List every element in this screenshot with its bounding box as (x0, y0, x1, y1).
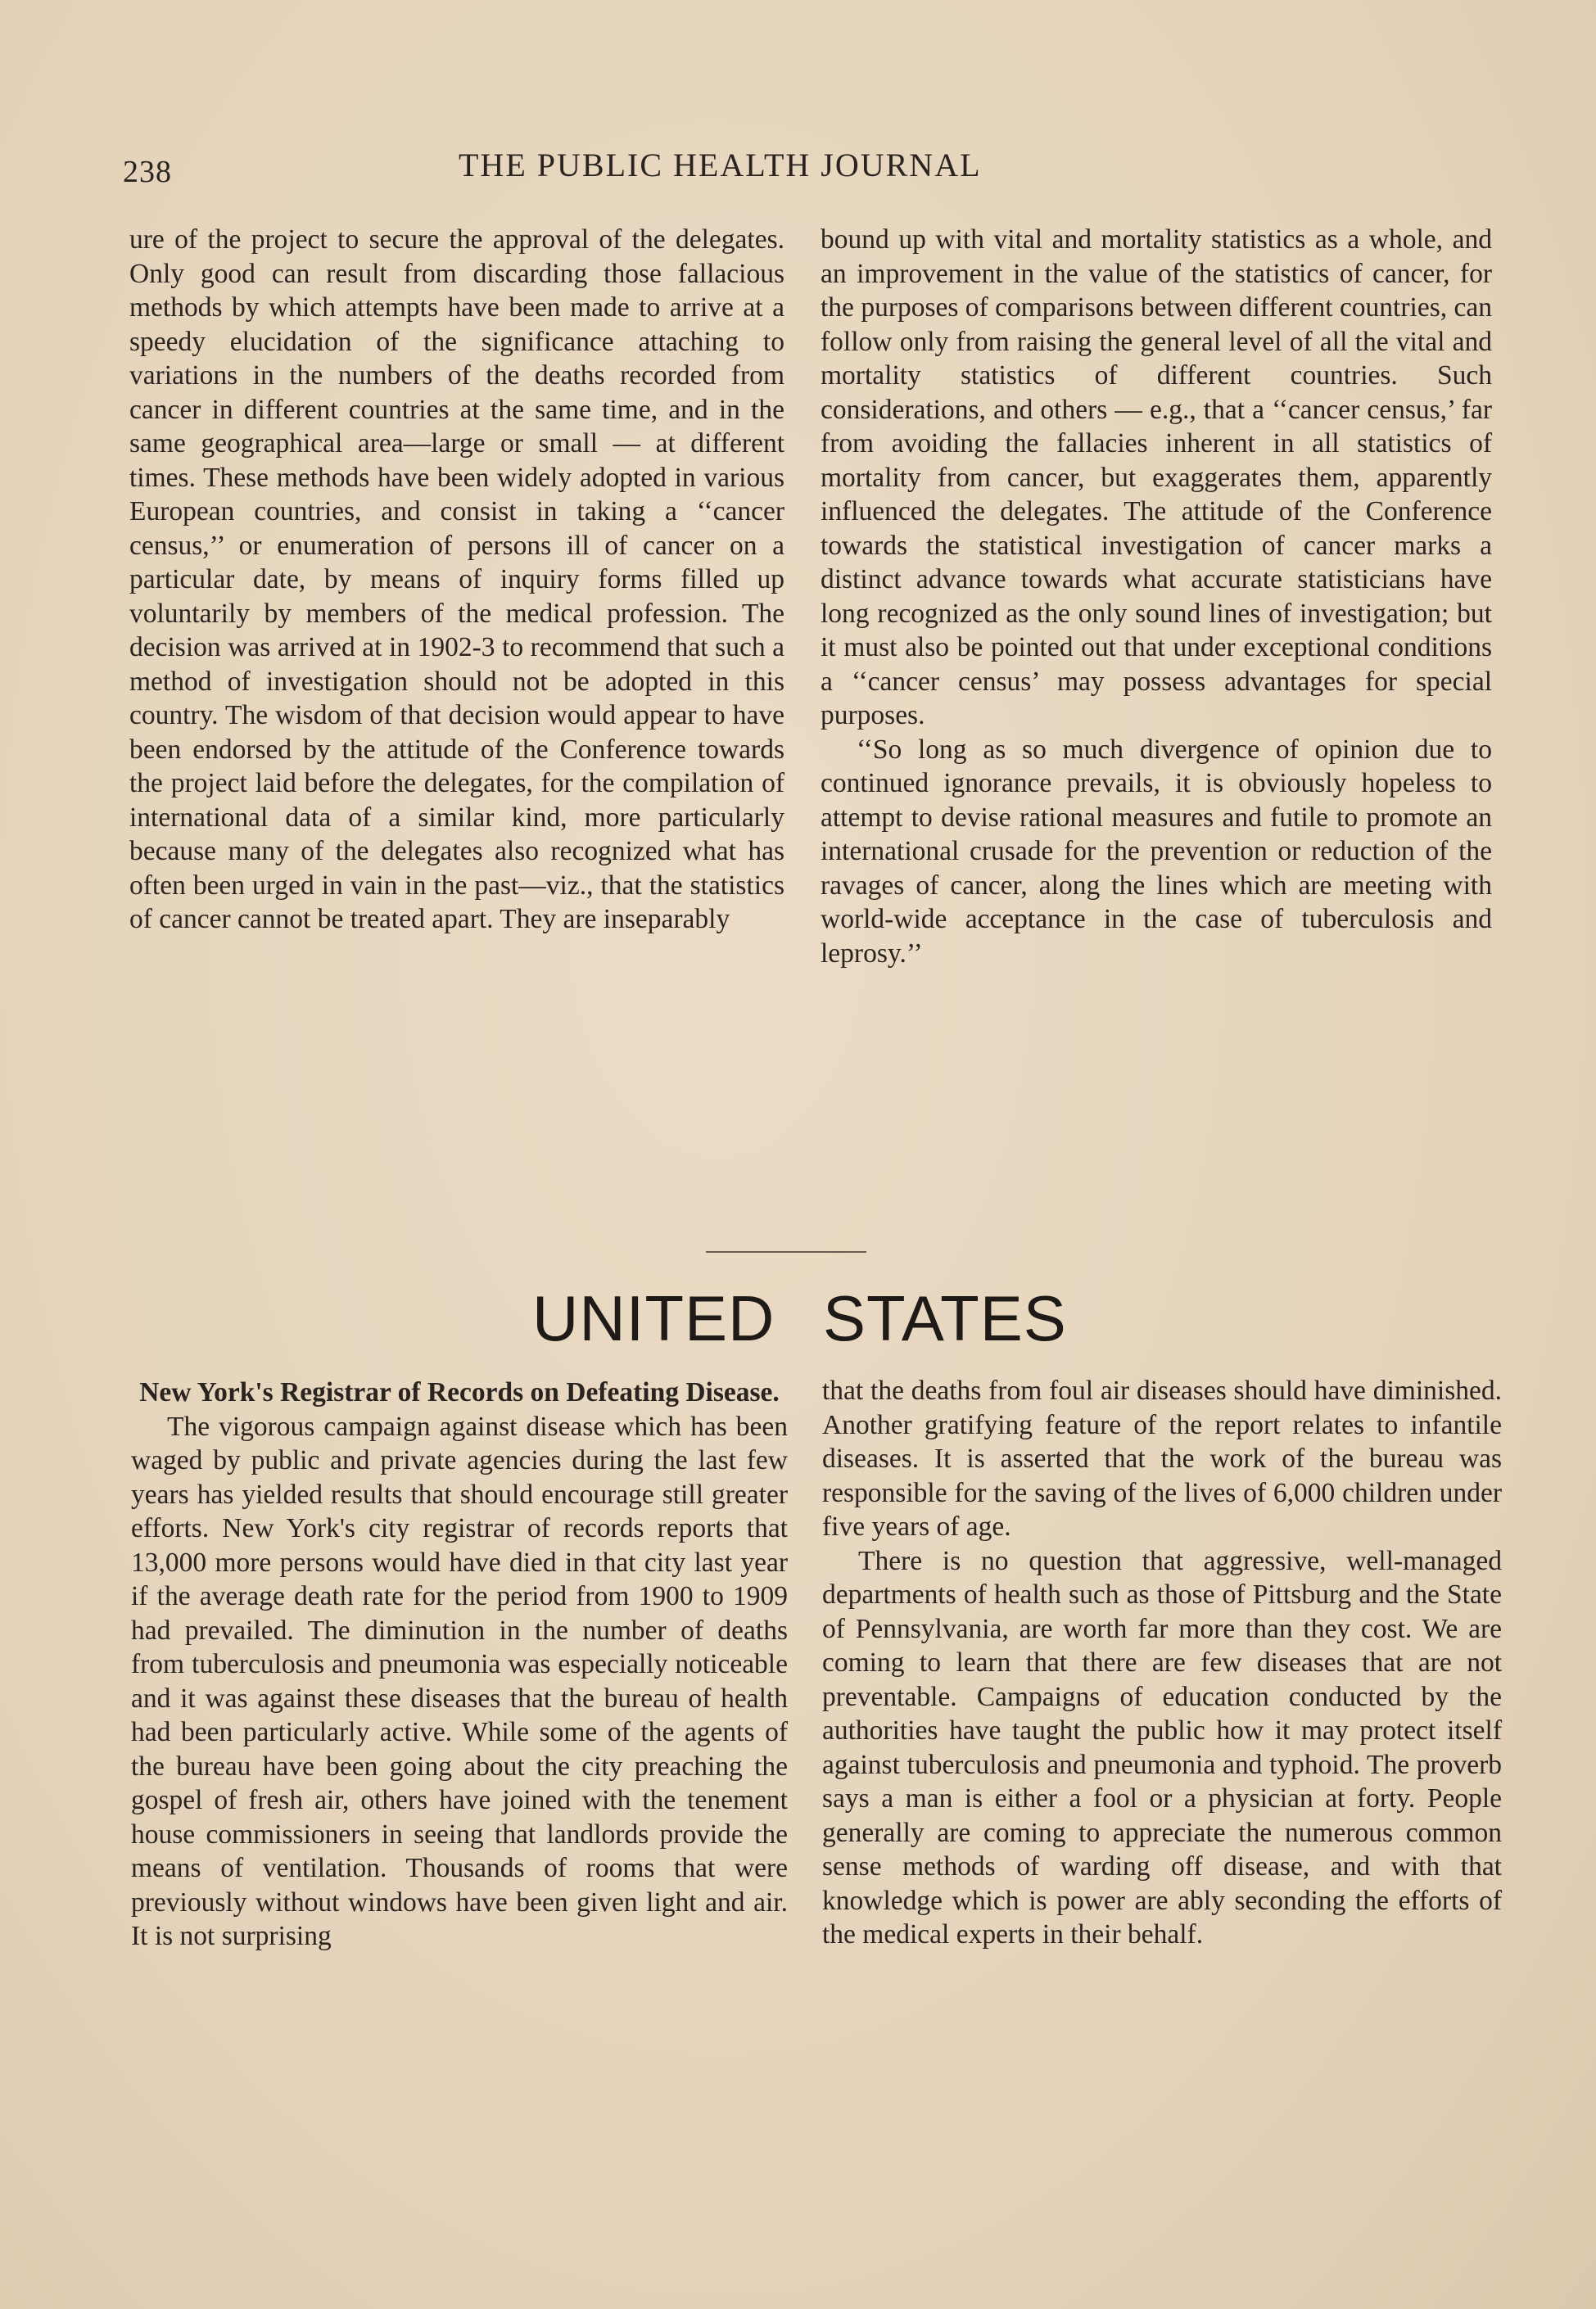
section-divider (706, 1251, 866, 1253)
paragraph: There is no question that aggressive, well-managed departments of health such as those of Pittsburg and the State of Pennsylvania, are worth far more than they cost. We are coming to learn that there are few diseases that are not preventable. Campaigns of education conducted by the authorities have taught the public how it may protect itself against tuberculosis and pneumonia and typhoid. The proverb says a man is either a fool or a physician at forty. People generally are coming to appreciate the numerous common sense methods of warding off disease, and with that knowledge which is power are ably seconding the efforts of the medical experts in their behalf. (822, 1545, 1502, 1950)
bottom-left-column (131, 1376, 788, 1954)
paragraph: ure of the project to secure the approval of the delegates. Only good can result from discarding those fallacious methods by which attempts have been made to arrive at a speedy elucidation of the significance attaching to variations in the numbers of the deaths recorded from cancer in different countries at the same time, and in the same geographical area—large or small — at different times. These methods have been widely adopted in various European countries, and consist in taking a ‘‘cancer census,’’ or enumeration of persons ill of cancer on a particular date, by means of inquiry forms filled up voluntarily by members of the medical profession. The decision was arrived at in 1902-3 to recommend that such a method of investigation should not be adopted in this country. The wisdom of that decision would appear to have been endorsed by the attitude of the Conference towards the project laid before the delegates, for the compilation of international data of a similar kind, more particularly because many of the delegates also recognized what has often been urged in vain in the past—viz., that the statistics of cancer cannot be treated apart. They are inseparably (129, 224, 784, 934)
running-head: THE PUBLIC HEALTH JOURNAL (459, 147, 982, 183)
paragraph: The vigorous campaign against disease which has been waged by public and private agencies during the last few years has yielded results that should encourage still greater efforts. New York's city registrar of records reports that 13,000 more persons would have died in that city last year if the average death rate for the period from 1900 to 1909 had prevailed. The diminution in the number of deaths from tuberculosis and pneumonia was especially noticeable and it was against these diseases that the bureau of health had been particularly active. While some of the agents of the bureau have been going about the city preaching the gospel of fresh air, others have joined with the tenement house commissioners in seeing that landlords provide the means of ventilation. Thousands of rooms that were previously without windows have been given light and air. It is not surprising (131, 1411, 788, 1951)
paragraph: bound up with vital and mortality statistics as a whole, and an improvement in the value of the statistics of cancer, for the purposes of comparisons between different countries, can follow only from raising the general level of all the vital and mortality statistics of different countries. Such considerations, and others — e.g., that a ‘‘cancer census,’ far from avoiding the fallacies inherent in all statistics of mortality from cancer, but exaggerates them, apparently influenced the delegates. The attitude of the Conference towards the statistical investigation of cancer marks a distinct advance towards what accurate statisticians have long recognized as the only sound lines of investigation; but it must also be pointed out that under exceptional conditions a ‘‘cancer census’ may possess advantages for special purposes. (821, 224, 1492, 730)
article-title: New York's Registrar of Records on Defeating Disease. (139, 1377, 780, 1408)
paragraph: that the deaths from foul air diseases should have diminished. Another gratifying feature of the report relates to infantile diseases. It is asserted that the work of the bureau was responsible for the saving of the lives of 6,000 children under five years of age. (822, 1376, 1502, 1542)
top-left-column (129, 223, 784, 937)
top-right-column (821, 223, 1492, 970)
bottom-right-column (822, 1374, 1502, 1952)
page-number: 238 (123, 155, 172, 189)
paragraph: ‘‘So long as so much divergence of opinion due to continued ignorance prevails, it is obviously hopeless to attempt to devise rational measures and futile to promote an international crusade for the prevention or reduction of the ravages of cancer, along the lines which are meeting with world-wide acceptance in the case of tuberculosis and leprosy.’’ (821, 734, 1492, 969)
section-heading: UNITED STATES (532, 1282, 1067, 1354)
